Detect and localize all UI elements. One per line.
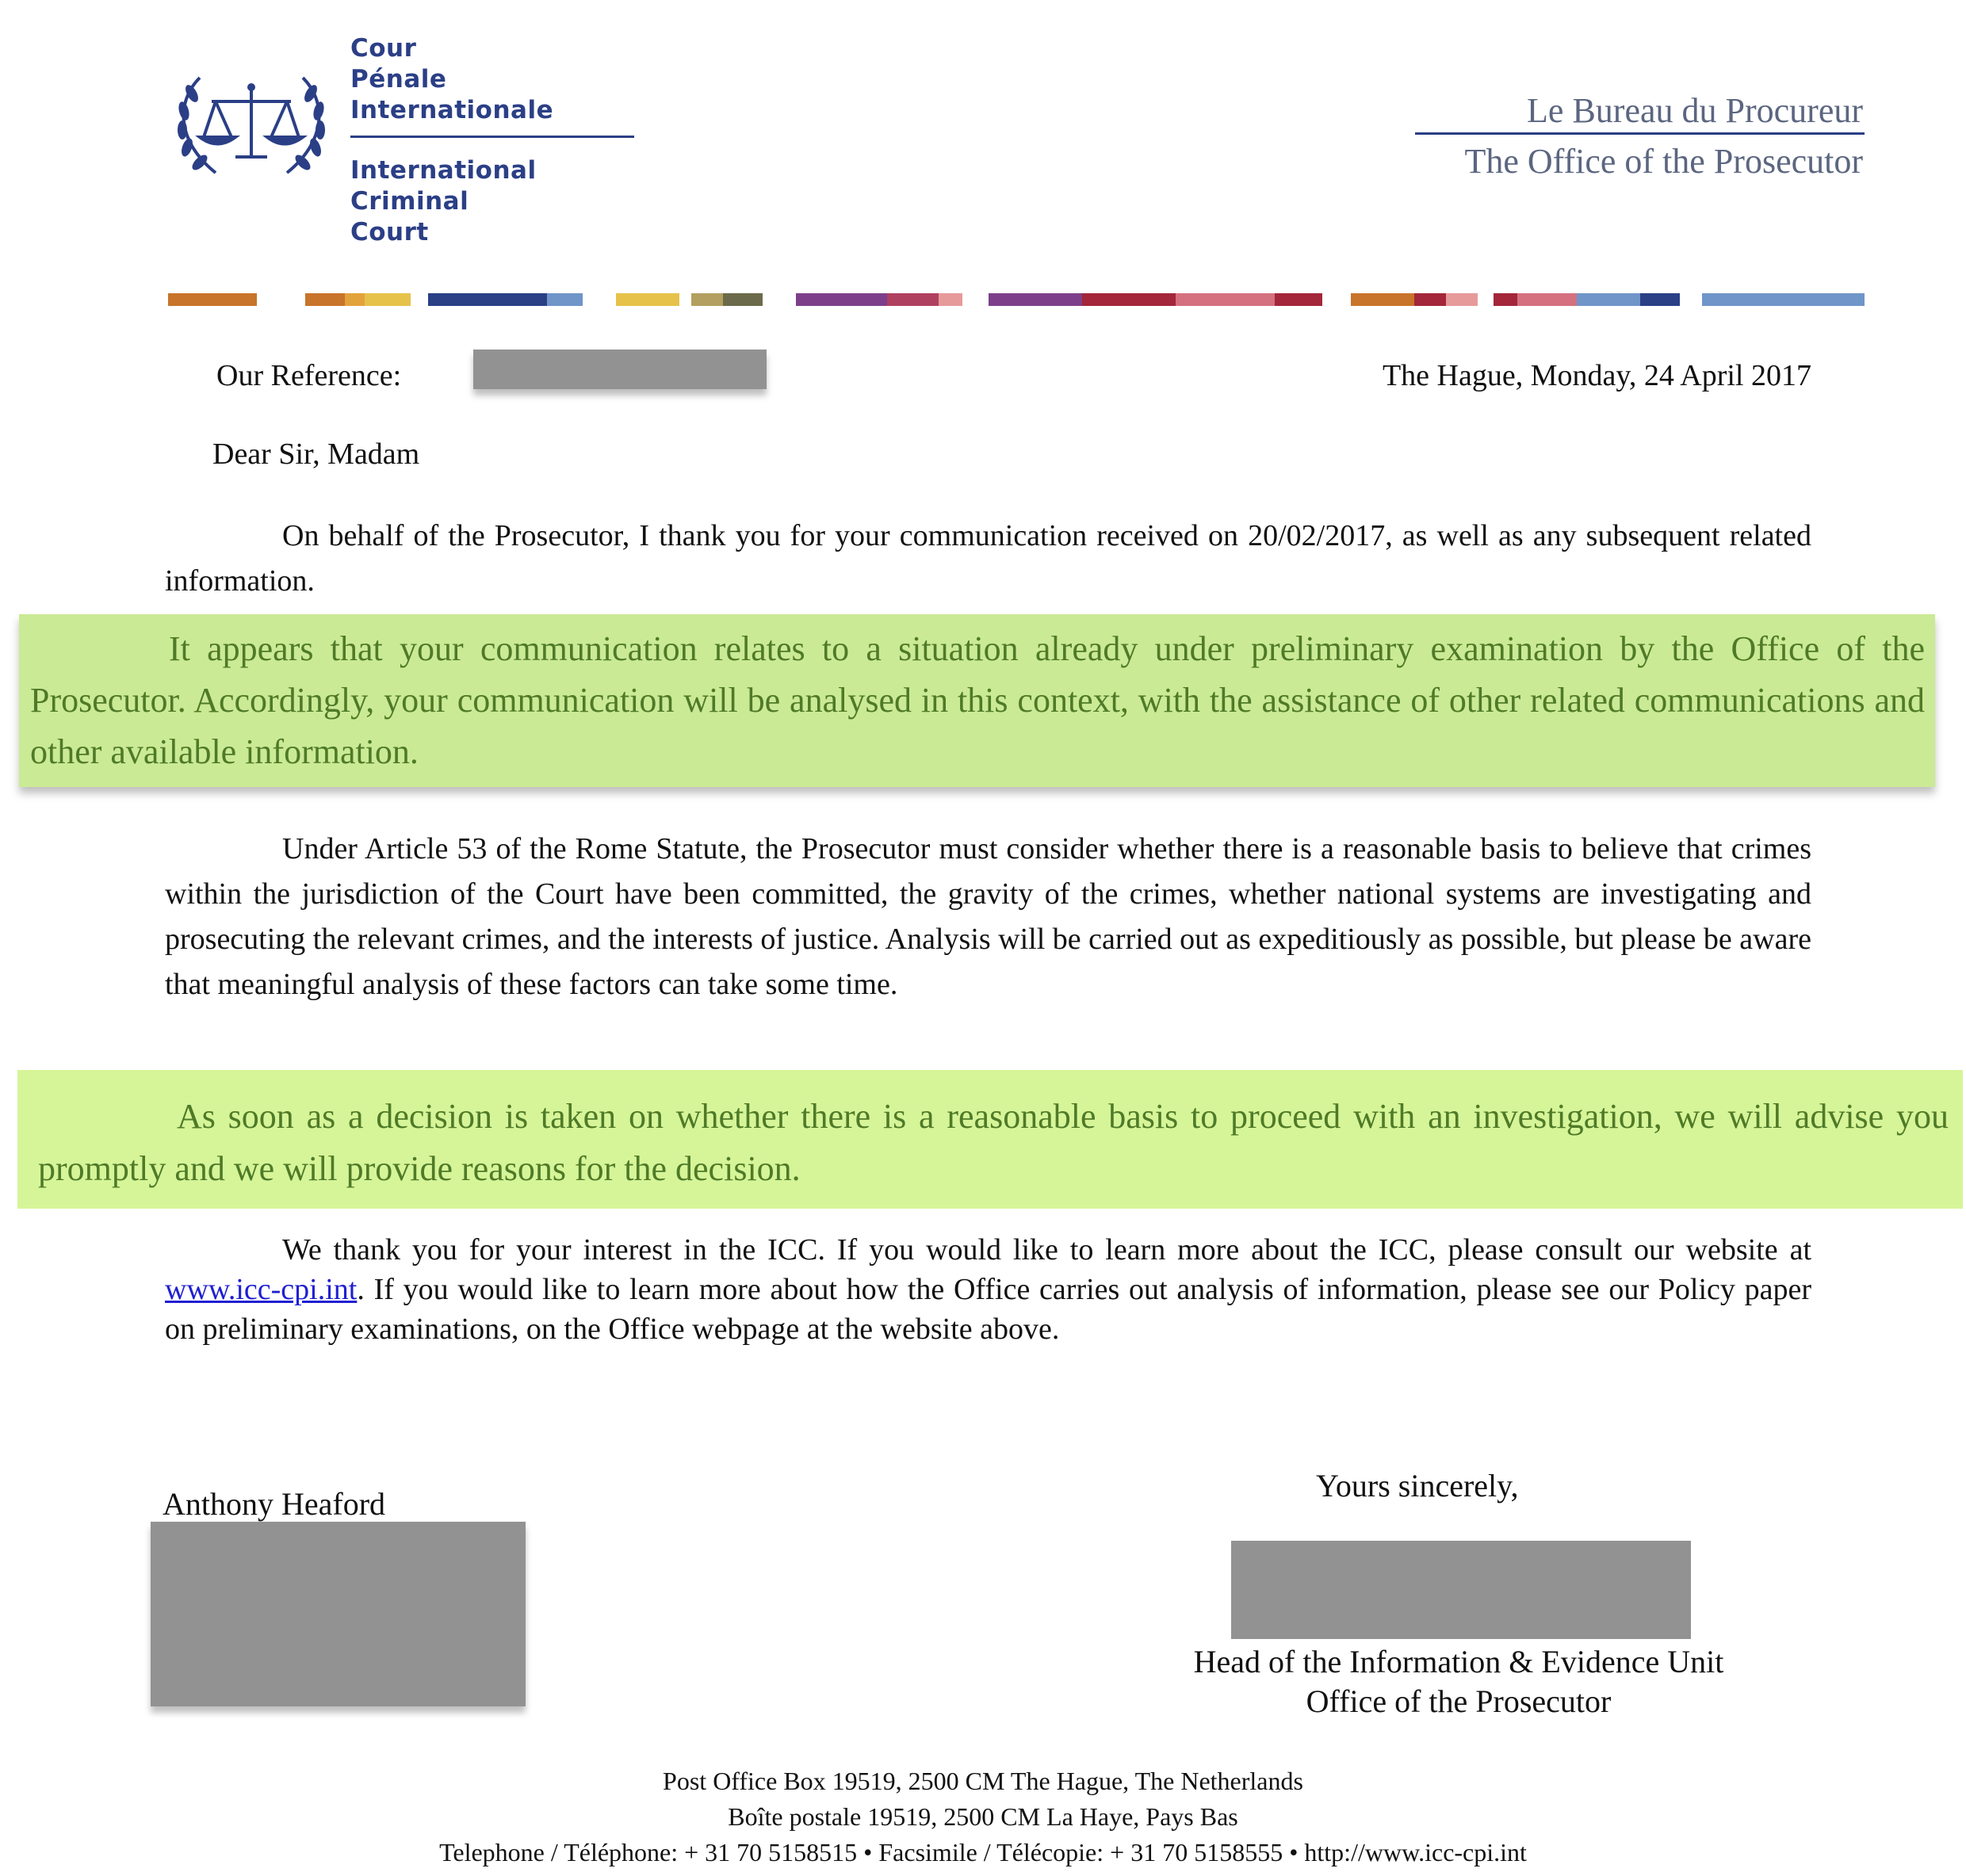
office-name-english: The Office of the Prosecutor: [1464, 142, 1863, 181]
highlighted-paragraph-preliminary-exam: [30, 623, 1925, 778]
highlighted-paragraph-decision: [38, 1091, 1949, 1195]
header-color-stripe: [168, 293, 1865, 306]
court-name-en-line: Criminal: [350, 187, 469, 216]
court-name-fr-line: Cour: [350, 34, 417, 63]
signer-name: Anthony Heaford: [163, 1486, 386, 1522]
reference-redaction: [473, 350, 767, 389]
footer-address-en: Post Office Box 19519, 2500 CM The Hague, The Netherlands: [663, 1767, 1303, 1795]
court-name-french: [350, 33, 553, 126]
office-divider: [1415, 132, 1865, 135]
logo-divider: [350, 136, 634, 138]
office-name-french: Le Bureau du Procureur: [1527, 91, 1863, 130]
court-name-en-line: Court: [350, 218, 429, 246]
paragraph-text: It appears that your communication relates to a situation already under preliminary examination by the Office of the Prosecutor. Accordingly, your communication will be analysed in this context, with the assistance of other related communications and other available information.: [30, 629, 1925, 771]
reference-label: Our Reference:: [216, 359, 402, 392]
paragraph-text: As soon as a decision is taken on whether there is a reasonable basis to proceed with an investigation, we will advise you promptly and we will provide reasons for the decision.: [38, 1097, 1949, 1188]
paragraph-text: . If you would like to learn more about how the Office carries out analysis of information, please see our Policy paper on preliminary examinations, on the Office webpage at the website above.: [165, 1273, 1811, 1346]
paragraph-article-53: [165, 827, 1811, 1007]
signer-office: Office of the Prosecutor: [1306, 1683, 1612, 1719]
court-name-en-line: International: [350, 156, 537, 185]
footer-address-fr: Boîte postale 19519, 2500 CM La Haye, Pays Bas: [728, 1802, 1238, 1831]
closing: Yours sincerely,: [1316, 1468, 1519, 1503]
footer-contact: Telephone / Téléphone: + 31 70 5158515 • Facsimile / Télécopie: + 31 70 5158555 • http://www.icc-cpi.int: [439, 1838, 1527, 1866]
signature-redaction: [151, 1522, 526, 1706]
signer-title: Head of the Information & Evidence Unit: [1193, 1644, 1724, 1679]
icc-logo-emblem-icon: [168, 62, 335, 181]
court-name-english: [350, 155, 537, 248]
paragraph-acknowledgement: [165, 514, 1811, 604]
paragraph-more-info: [165, 1230, 1811, 1349]
signature-redaction: [1231, 1541, 1691, 1639]
court-name-fr-line: Internationale: [350, 96, 554, 124]
court-name-fr-line: Pénale: [350, 65, 447, 94]
paragraph-text: We thank you for your interest in the ICC. If you would like to learn more about the ICC, please consult our website at: [282, 1233, 1811, 1267]
salutation: Dear Sir, Madam: [212, 437, 420, 471]
paragraph-text: Under Article 53 of the Rome Statute, the Prosecutor must consider whether there is a reasonable basis to believe that crimes within the jurisdiction of the Court have been committed, the gravity of the crimes, whether national systems are investigating and prosecuting the relevant crimes, and the interests of justice. Analysis will be carried out as expeditiously as possible, but please be aware that meaningful analysis of these factors can take some time.: [165, 832, 1811, 1001]
date-line: The Hague, Monday, 24 April 2017: [1382, 359, 1811, 392]
paragraph-text: On behalf of the Prosecutor, I thank you for your communication received on 20/02/2017, as well as any subsequent related information.: [165, 519, 1811, 598]
website-link[interactable]: www.icc-cpi.int: [165, 1273, 358, 1306]
